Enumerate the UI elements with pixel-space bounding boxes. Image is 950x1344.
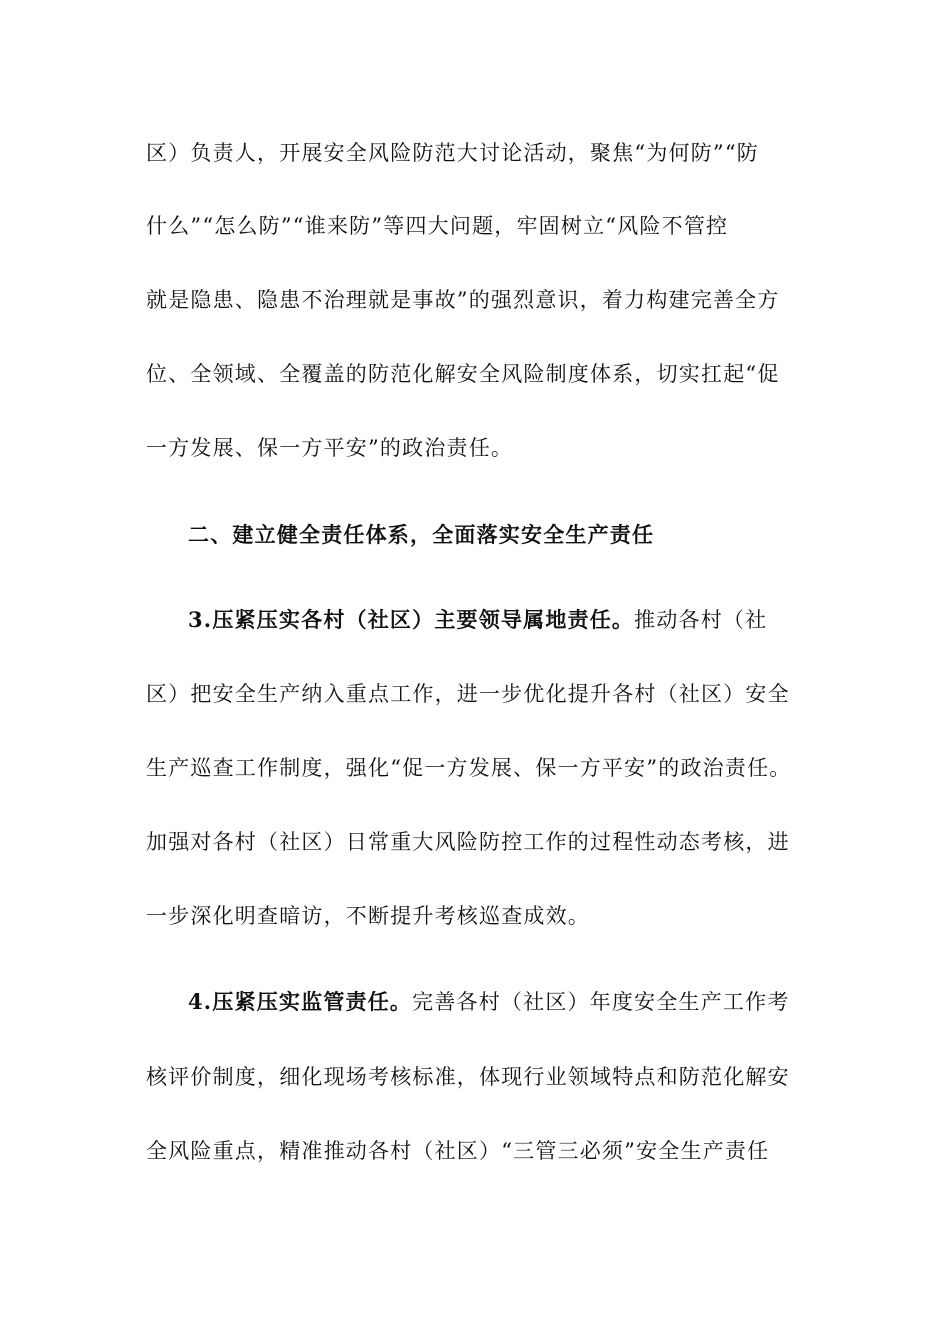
paragraph-3-first-rest: 推动各村（社 xyxy=(634,608,768,632)
section-heading: 二、建立健全责任体系，全面落实安全生产责任 xyxy=(188,522,655,547)
paragraph-1-line-3: 就是隐患、隐患不治理就是事故”的强烈意识，着力构建完善全方 xyxy=(146,288,780,312)
paragraph-3-lead: 3.压紧压实各村（社区）主要领导属地责任。 xyxy=(188,607,635,632)
paragraph-1-line-5: 一方发展、保一方平安”的政治责任。 xyxy=(146,436,514,460)
paragraph-3-line-4: 加强对各村（社区）日常重大风险防控工作的过程性动态考核，进 xyxy=(146,830,790,854)
paragraph-4-line-3: 全风险重点，精准推动各村（社区）“三管三必须”安全生产责任 xyxy=(146,1139,770,1163)
paragraph-3-line-5: 一步深化明查暗访，不断提升考核巡查成效。 xyxy=(146,904,590,928)
paragraph-3-line-3: 生产巡查工作制度，强化“促一方发展、保一方平安”的政治责任。 xyxy=(146,756,792,780)
paragraph-1-line-2: 什么”“怎么防”“谁来防”等四大问题，牢固树立“风险不管控 xyxy=(146,214,729,238)
paragraph-4-first-rest: 完善各村（社区）年度安全生产工作考 xyxy=(412,990,790,1014)
paragraph-1-line-4: 位、全领域、全覆盖的防范化解安全风险制度体系，切实扛起“促 xyxy=(146,362,780,386)
paragraph-3-first-line xyxy=(188,607,848,633)
paragraph-3-line-2: 区）把安全生产纳入重点工作，进一步优化提升各村（社区）安全 xyxy=(146,682,790,706)
paragraph-1-line-1: 区）负责人，开展安全风险防范大讨论活动，聚焦“为何防”“防 xyxy=(146,141,760,165)
paragraph-4-lead: 4.压紧压实监管责任。 xyxy=(188,989,413,1014)
paragraph-4-line-2: 核评价制度，细化现场考核标准，体现行业领域特点和防范化解安 xyxy=(146,1065,790,1089)
paragraph-4-first-line xyxy=(188,989,848,1015)
